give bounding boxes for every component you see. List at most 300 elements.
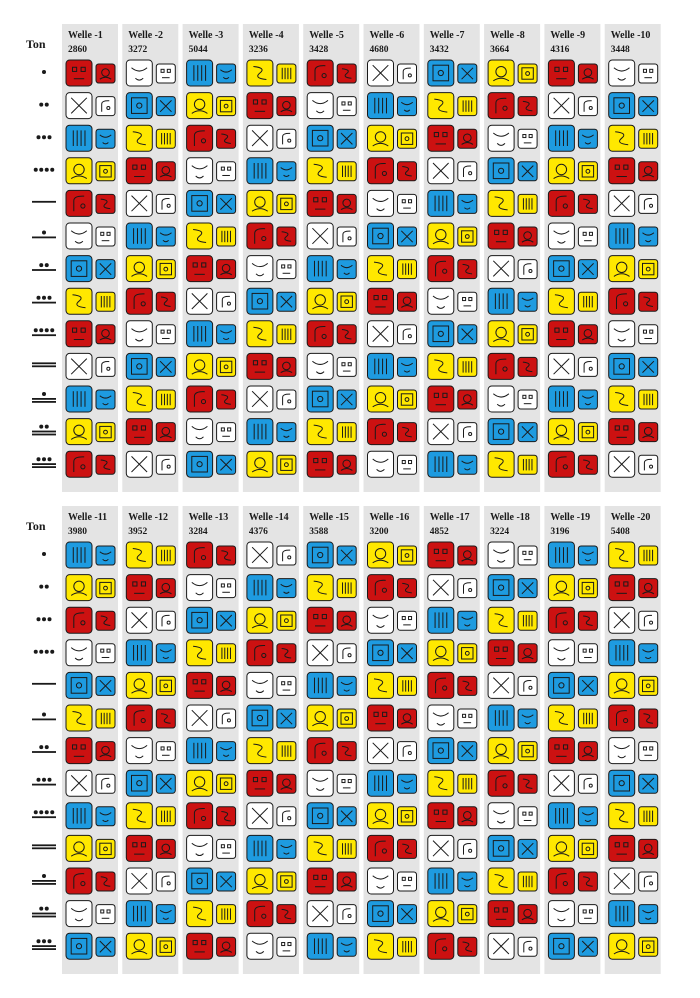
day-glyph [247, 835, 273, 861]
kin-glyph [96, 546, 115, 565]
kin-glyph [398, 774, 417, 793]
day-glyph [66, 419, 92, 445]
day-glyph [368, 542, 394, 568]
kin-glyph [277, 423, 296, 442]
day-glyph [428, 738, 454, 764]
day-glyph [66, 738, 92, 764]
kin-glyph [398, 579, 417, 598]
kin-glyph [458, 644, 477, 663]
day-glyph [187, 223, 213, 249]
day-glyph [368, 738, 394, 764]
day-glyph [247, 542, 273, 568]
day-glyph [488, 60, 514, 86]
day-glyph [307, 93, 333, 119]
kin-glyph [639, 709, 658, 728]
day-glyph [247, 803, 273, 829]
tone-marker-4 [34, 168, 55, 172]
day-glyph [548, 125, 574, 151]
kin-glyph [156, 129, 175, 148]
tone-marker-2 [39, 103, 49, 107]
kin-glyph [337, 292, 356, 311]
kin-glyph [217, 709, 236, 728]
kin-glyph [277, 546, 296, 565]
kin-glyph [639, 839, 658, 858]
kin-glyph [639, 611, 658, 630]
kin-glyph [156, 644, 175, 663]
day-glyph [247, 60, 273, 86]
kin-glyph [217, 97, 236, 116]
wave-label: Welle -12 [128, 512, 169, 523]
wave-number: 3588 [309, 527, 329, 537]
day-glyph [307, 60, 333, 86]
day-glyph [488, 353, 514, 379]
kin-glyph [458, 194, 477, 213]
day-glyph [307, 386, 333, 412]
day-glyph [368, 321, 394, 347]
wave-number: 3448 [610, 45, 630, 55]
kin-glyph [578, 644, 597, 663]
day-glyph [368, 256, 394, 282]
day-glyph [187, 705, 213, 731]
kin-glyph [578, 194, 597, 213]
tone-marker-22 [32, 810, 56, 818]
kin-glyph [156, 676, 175, 695]
kin-glyph [518, 325, 537, 344]
day-glyph [126, 158, 152, 184]
kin-glyph [458, 579, 477, 598]
day-glyph [247, 868, 273, 894]
kin-glyph [156, 872, 175, 891]
kin-glyph [277, 129, 296, 148]
kin-glyph [398, 97, 417, 116]
kin-glyph [277, 194, 296, 213]
day-glyph [307, 353, 333, 379]
day-glyph [428, 353, 454, 379]
day-glyph [609, 770, 635, 796]
day-glyph [66, 353, 92, 379]
day-glyph [66, 901, 92, 927]
day-glyph [548, 386, 574, 412]
kin-glyph [96, 905, 115, 924]
day-glyph [548, 933, 574, 959]
day-glyph [307, 901, 333, 927]
kin-glyph [277, 390, 296, 409]
kin-glyph [458, 64, 477, 83]
wave-label: Welle -3 [188, 30, 224, 41]
wave-label: Welle -1 [68, 30, 103, 41]
kin-glyph [156, 774, 175, 793]
kin-glyph [458, 905, 477, 924]
day-glyph [428, 933, 454, 959]
kin-glyph [639, 64, 658, 83]
day-glyph [126, 256, 152, 282]
kin-glyph [277, 937, 296, 956]
day-glyph [488, 542, 514, 568]
day-glyph [187, 288, 213, 314]
day-glyph [66, 93, 92, 119]
kin-glyph [578, 97, 597, 116]
tone-marker-18 [32, 683, 56, 685]
kin-glyph [96, 162, 115, 181]
wave-number: 4316 [550, 45, 570, 55]
kin-glyph [639, 742, 658, 761]
day-glyph [307, 321, 333, 347]
day-glyph [307, 835, 333, 861]
wave-label: Welle -7 [429, 30, 465, 41]
kin-glyph [337, 546, 356, 565]
kin-glyph [578, 579, 597, 598]
day-glyph [368, 353, 394, 379]
day-glyph [66, 223, 92, 249]
day-glyph [488, 835, 514, 861]
kin-glyph [277, 611, 296, 630]
day-glyph [548, 542, 574, 568]
kin-glyph [518, 227, 537, 246]
day-glyph [488, 933, 514, 959]
day-glyph [126, 607, 152, 633]
kin-glyph [458, 260, 477, 279]
kin-glyph [277, 292, 296, 311]
day-glyph [307, 125, 333, 151]
kin-glyph [398, 455, 417, 474]
day-glyph [66, 770, 92, 796]
day-glyph [368, 451, 394, 477]
kin-glyph [518, 390, 537, 409]
kin-glyph [578, 455, 597, 474]
day-glyph [187, 125, 213, 151]
kin-glyph [578, 937, 597, 956]
kin-glyph [458, 423, 477, 442]
kin-glyph [578, 162, 597, 181]
kin-glyph [398, 357, 417, 376]
day-glyph [307, 738, 333, 764]
day-glyph [428, 223, 454, 249]
kin-glyph [277, 260, 296, 279]
kin-glyph [96, 611, 115, 630]
day-glyph [187, 542, 213, 568]
kin-glyph [458, 742, 477, 761]
kin-glyph [217, 676, 236, 695]
day-glyph [126, 321, 152, 347]
day-glyph [126, 353, 152, 379]
day-glyph [488, 607, 514, 633]
kin-glyph [518, 357, 537, 376]
kin-glyph [639, 390, 658, 409]
kin-glyph [458, 774, 477, 793]
day-glyph [609, 705, 635, 731]
wave-label: Welle -10 [610, 30, 651, 41]
day-glyph [126, 386, 152, 412]
day-glyph [66, 803, 92, 829]
day-glyph [307, 575, 333, 601]
day-glyph [548, 419, 574, 445]
tone-marker-10 [32, 362, 56, 367]
kin-glyph [217, 579, 236, 598]
kin-glyph [277, 905, 296, 924]
kin-glyph [337, 325, 356, 344]
day-glyph [126, 60, 152, 86]
kin-glyph [156, 937, 175, 956]
wave-label: Welle -8 [490, 30, 525, 41]
day-glyph [368, 933, 394, 959]
kin-glyph [578, 839, 597, 858]
kin-glyph [156, 194, 175, 213]
day-glyph [187, 933, 213, 959]
kin-glyph [639, 423, 658, 442]
tone-marker-12 [32, 425, 56, 436]
kin-glyph [277, 455, 296, 474]
tone-marker-7 [32, 263, 56, 271]
day-glyph [368, 190, 394, 216]
kin-glyph [96, 579, 115, 598]
kin-glyph [458, 807, 477, 826]
day-glyph [609, 419, 635, 445]
kin-glyph [96, 64, 115, 83]
day-glyph [187, 386, 213, 412]
day-glyph [428, 901, 454, 927]
day-glyph [609, 803, 635, 829]
kin-glyph [96, 129, 115, 148]
kin-glyph [578, 905, 597, 924]
kin-glyph [458, 325, 477, 344]
day-glyph [307, 223, 333, 249]
day-glyph [548, 288, 574, 314]
kin-glyph [458, 937, 477, 956]
day-glyph [126, 190, 152, 216]
kin-glyph [578, 774, 597, 793]
kin-glyph [156, 260, 175, 279]
day-glyph [126, 901, 152, 927]
kin-glyph [458, 97, 477, 116]
tone-marker-5 [32, 201, 56, 203]
kin-glyph [398, 129, 417, 148]
day-glyph [609, 223, 635, 249]
day-glyph [488, 868, 514, 894]
kin-glyph [398, 227, 417, 246]
day-glyph [187, 451, 213, 477]
kin-glyph [217, 357, 236, 376]
kin-glyph [96, 742, 115, 761]
day-glyph [66, 933, 92, 959]
day-glyph [66, 607, 92, 633]
day-glyph [368, 223, 394, 249]
day-glyph [66, 868, 92, 894]
day-glyph [548, 353, 574, 379]
kin-glyph [277, 742, 296, 761]
kin-glyph [518, 611, 537, 630]
day-glyph [126, 575, 152, 601]
kin-glyph [337, 579, 356, 598]
day-glyph [428, 60, 454, 86]
day-glyph [488, 93, 514, 119]
kin-glyph [639, 872, 658, 891]
day-glyph [609, 868, 635, 894]
day-glyph [548, 901, 574, 927]
day-glyph [488, 419, 514, 445]
day-glyph [488, 640, 514, 666]
kin-glyph [277, 97, 296, 116]
day-glyph [66, 288, 92, 314]
day-glyph [247, 901, 273, 927]
day-glyph [247, 93, 273, 119]
day-glyph [368, 901, 394, 927]
kin-glyph [156, 455, 175, 474]
kin-glyph [96, 807, 115, 826]
day-glyph [307, 256, 333, 282]
kin-glyph [458, 839, 477, 858]
kin-glyph [639, 644, 658, 663]
wave-label: Welle -11 [68, 512, 108, 523]
day-glyph [548, 451, 574, 477]
tone-marker-25 [32, 907, 56, 918]
kin-glyph [578, 611, 597, 630]
day-glyph [548, 256, 574, 282]
kin-glyph [398, 611, 417, 630]
kin-glyph [639, 194, 658, 213]
day-glyph [66, 321, 92, 347]
tone-marker-17 [34, 650, 55, 654]
wave-number: 3200 [369, 527, 389, 537]
day-glyph [548, 607, 574, 633]
day-glyph [307, 158, 333, 184]
day-glyph [368, 419, 394, 445]
day-glyph [187, 158, 213, 184]
day-glyph [247, 770, 273, 796]
kin-glyph [458, 676, 477, 695]
kin-glyph [96, 872, 115, 891]
kin-glyph [217, 325, 236, 344]
kin-glyph [217, 546, 236, 565]
kin-glyph [518, 455, 537, 474]
kin-glyph [277, 774, 296, 793]
day-glyph [307, 190, 333, 216]
kin-glyph [337, 390, 356, 409]
kin-glyph [96, 709, 115, 728]
day-glyph [187, 901, 213, 927]
day-glyph [609, 386, 635, 412]
day-glyph [247, 451, 273, 477]
tone-marker-13 [32, 457, 56, 468]
kin-glyph [156, 64, 175, 83]
wave-number: 5408 [610, 527, 630, 537]
kin-glyph [96, 325, 115, 344]
day-glyph [609, 933, 635, 959]
kin-glyph [337, 676, 356, 695]
kin-glyph [518, 937, 537, 956]
kin-glyph [518, 579, 537, 598]
day-glyph [66, 542, 92, 568]
day-glyph [187, 575, 213, 601]
kin-glyph [398, 325, 417, 344]
day-glyph [187, 321, 213, 347]
kin-glyph [578, 325, 597, 344]
day-glyph [66, 125, 92, 151]
kin-glyph [337, 872, 356, 891]
kin-glyph [277, 579, 296, 598]
day-glyph [548, 803, 574, 829]
day-glyph [307, 803, 333, 829]
day-glyph [368, 835, 394, 861]
kin-glyph [156, 546, 175, 565]
kin-glyph [156, 579, 175, 598]
day-glyph [368, 607, 394, 633]
day-glyph [126, 451, 152, 477]
kin-glyph [639, 162, 658, 181]
day-glyph [548, 868, 574, 894]
kin-glyph [398, 64, 417, 83]
day-glyph [247, 607, 273, 633]
day-glyph [368, 125, 394, 151]
kin-glyph [458, 357, 477, 376]
day-glyph [247, 223, 273, 249]
kin-glyph [578, 129, 597, 148]
kin-glyph [337, 742, 356, 761]
day-glyph [187, 835, 213, 861]
kin-glyph [156, 742, 175, 761]
wave-number: 3284 [188, 527, 208, 537]
kin-glyph [578, 872, 597, 891]
wave-number: 3236 [248, 45, 268, 55]
kin-glyph [639, 227, 658, 246]
day-glyph [247, 575, 273, 601]
day-glyph [126, 933, 152, 959]
day-glyph [247, 933, 273, 959]
kin-glyph [337, 64, 356, 83]
kin-glyph [639, 260, 658, 279]
tone-marker-20 [32, 745, 56, 753]
kin-glyph [96, 774, 115, 793]
kin-glyph [398, 390, 417, 409]
tone-marker-3 [37, 135, 52, 139]
kin-glyph [277, 325, 296, 344]
day-glyph [428, 321, 454, 347]
day-glyph [609, 607, 635, 633]
day-glyph [307, 868, 333, 894]
kin-glyph [156, 905, 175, 924]
kin-glyph [578, 807, 597, 826]
kin-glyph [518, 194, 537, 213]
wave-number: 3224 [490, 527, 510, 537]
kin-glyph [96, 97, 115, 116]
day-glyph [548, 158, 574, 184]
kin-glyph [217, 742, 236, 761]
day-glyph [187, 803, 213, 829]
kin-glyph [458, 611, 477, 630]
kin-glyph [217, 807, 236, 826]
kin-glyph [156, 839, 175, 858]
tone-marker-21 [32, 778, 56, 786]
kin-glyph [217, 64, 236, 83]
kin-glyph [639, 292, 658, 311]
day-glyph [488, 770, 514, 796]
day-glyph [307, 419, 333, 445]
kin-glyph [518, 774, 537, 793]
tone-marker-14 [42, 552, 46, 556]
kin-glyph [458, 872, 477, 891]
wave-number: 2860 [68, 45, 87, 55]
day-glyph [488, 190, 514, 216]
day-glyph [307, 451, 333, 477]
day-glyph [66, 386, 92, 412]
kin-glyph [578, 676, 597, 695]
kin-glyph [96, 292, 115, 311]
kin-glyph [96, 390, 115, 409]
kin-glyph [217, 644, 236, 663]
kin-glyph [217, 774, 236, 793]
kin-glyph [156, 162, 175, 181]
kin-glyph [96, 357, 115, 376]
kin-glyph [518, 905, 537, 924]
